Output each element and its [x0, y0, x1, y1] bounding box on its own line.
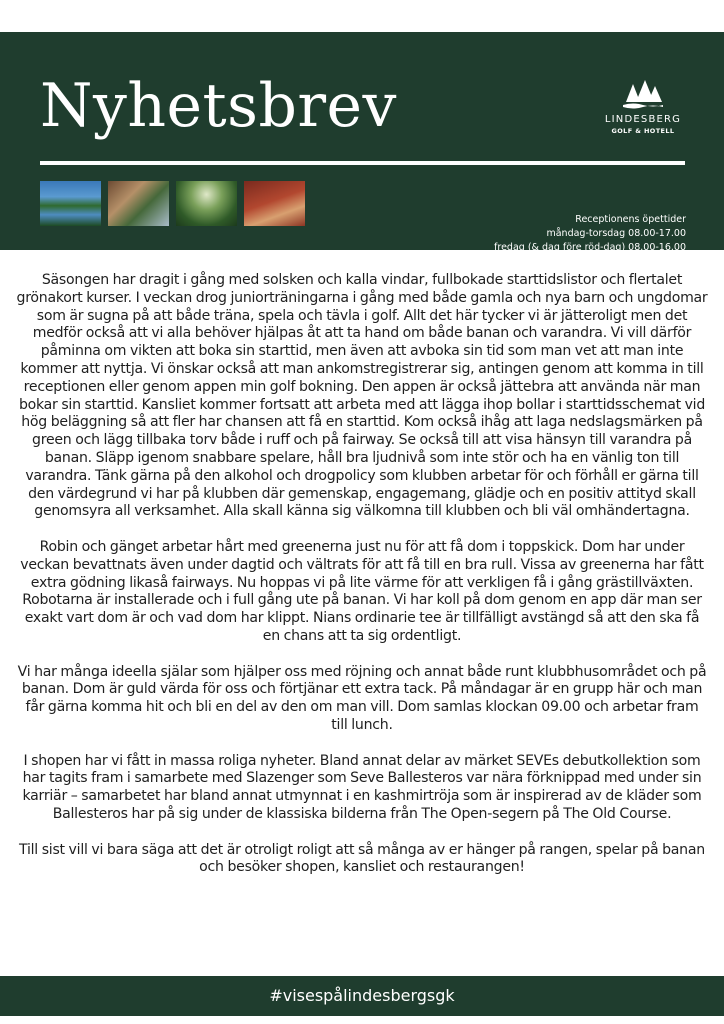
- club-logo: [598, 80, 688, 135]
- sailboats-logo-icon: [621, 80, 665, 110]
- body-paragraph: I shopen har vi fått in massa roliga nyheter. Bland annat delar av märket SEVEs debutkollektion som har tagits fram i samarbete med Slazenger som Seve Ballesteros var nära förknippad med under sin karriär – samarbetet har bland annat utmynnat i en kashmirtröja som är inspirerad av de kläder som Ballesteros har på sig under de klassiska bilderna från The Open-segern på The Old Course.: [22, 752, 702, 822]
- logo-name: LINDESBERG: [604, 114, 682, 125]
- page-title: Nyhetsbrev: [40, 71, 397, 141]
- footer-hashtag: #visespålindesbergsgk: [269, 986, 455, 1005]
- photo-strip: [40, 181, 305, 226]
- footer-bar: [0, 976, 724, 1016]
- hours-title: Receptionens öpettider: [575, 214, 686, 225]
- hours-line: fredag (& dag före röd-dag) 08.00-16.00: [494, 242, 686, 253]
- body-paragraph: Till sist vill vi bara säga att det är otroligt roligt att så många av er hänger på rangen, spelar på banan och besöker shopen, kansliet och restaurangen!: [19, 841, 705, 876]
- photo-red-house-icon: [244, 181, 305, 226]
- body-paragraph: Vi har många ideella själar som hjälper oss med röjning och annat både runt klubbhusområdet och på banan. Dom är guld värda för oss och förtjänar ett extra tack. På måndagar är en grupp här och man får gärna komma hit och bli en del av den om man vill. Dom samlas klockan 09.00 och arbetar fram till lunch.: [17, 663, 707, 733]
- photo-forest-icon: [176, 181, 237, 226]
- newsletter-header: [0, 32, 724, 267]
- body-paragraph: Säsongen har dragit i gång med solsken och kalla vindar, fullbokade starttidslistor och flertalet grönakort kurser. I veckan drog juniorträningarna i gång med både gamla och nya barn och ungdomar som är sugna på att både träna, spela och tävla i golf. Allt det här tycker vi är jätteroligt men det medför också att vi alla behöver hjälpas åt att ta hand om både banan och varandra. Vi vill därför påminna om vikten att boka sin starttid, men även att avboka sin tid som man vet att man inte kommer att nyttja. Vi önskar också att man ankomstregistrerar sig, antingen genom att komma in till receptionen eller genom appen min golf bokning. Den appen är också jättebra att använda när man bokar sin starttid. Kansliet kommer fortsatt att arbeta med att lägga ihop bollar i starttidsschemat vid hög beläggning så att fler har chansen att få en starttid. Kom också ihåg att laga nedslagsmärken på green och lägg tillbaka torv både i ruff och på fairway. Se också till att visa hänsyn till varandra på banan. Släpp igenom snabbare spelare, håll bra ljudnivå som inte stör och ha en vänlig ton till varandra. Tänk gärna på den alkohol och drogpolicy som klubben arbetar för och förhåll er gärna till den värdegrund vi har på klubben där gemenskap, engagemang, glädje och en positiv attityd skall genomsyra all verksamhet. Alla skall känna sig välkomna till klubben och bli väl omhändertagna.: [16, 272, 708, 520]
- reception-hours: [488, 213, 686, 269]
- hours-line: måndag-torsdag 08.00-17.00: [546, 228, 686, 239]
- hours-line: lördag-söndag (& helgdagar) 08.00-14.00: [487, 256, 686, 267]
- body-paragraph: Robin och gänget arbetar hårt med greenerna just nu för att få dom i toppskick. Dom har under veckan bevattnats även under dagtid och vältrats för att få till en bra rull. Vissa av greenerna har fått extra gödning likaså fairways. Nu hoppas vi på lite värme för att verkligen få i gång grästillväxten. Robotarna är installerade och i full gång ute på banan. Vi har koll på dom genom en app där man ser exakt vart dom är och vad dom har klippt. Nians ordinarie tee är tillfälligt avstängd så att den ska få en chans att ta sig ordentligt.: [20, 538, 704, 644]
- photo-clubhouse-icon: [108, 181, 169, 226]
- newsletter-body: [16, 272, 708, 895]
- photo-lake-icon: [40, 181, 101, 226]
- header-divider: [40, 161, 685, 165]
- logo-subtitle: GOLF & HOTELL: [611, 127, 675, 135]
